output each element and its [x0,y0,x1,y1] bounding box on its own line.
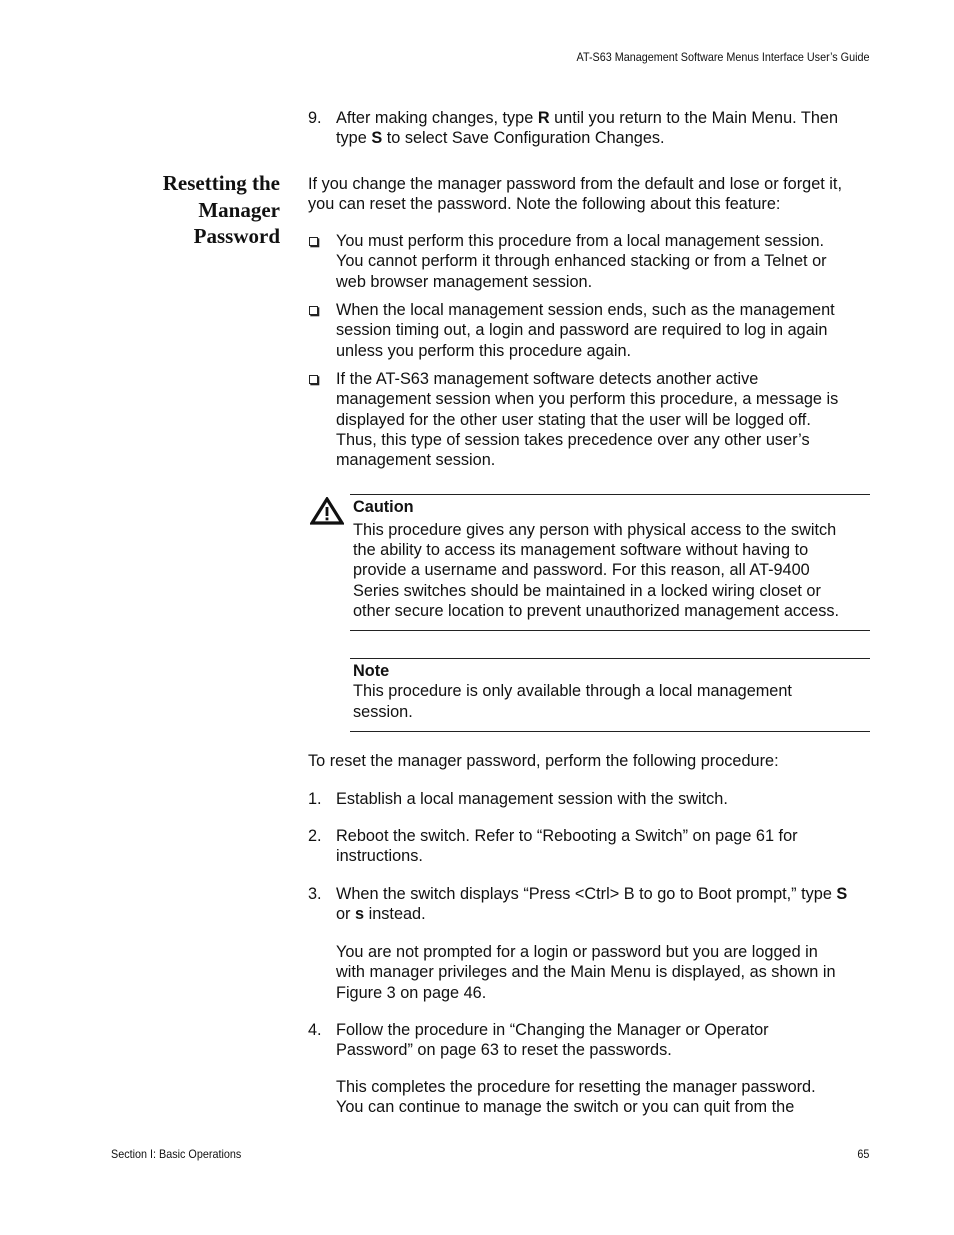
step-number: 1. [308,790,322,808]
text-line: session. [353,702,413,721]
step-number: 3. [308,885,322,903]
note-box [353,661,792,722]
text-line: unless you perform this procedure again. [336,341,632,360]
text-line: Follow the procedure in “Changing the Manager or Operator [336,1021,769,1039]
text-line: You can continue to manage the switch or you can quit from the [336,1098,795,1117]
text-line: you can reset the password. Note the following about this feature: [308,195,781,214]
text-line: with manager privileges and the Main Menu is displayed, as shown in [336,963,836,982]
note-top-rule [350,658,870,659]
text-line: Thus, this type of session takes precedence over any other user’s [336,430,810,449]
section-heading [163,170,280,250]
text-line: This procedure is only available through a local management [353,682,792,701]
checkbox-bullet-icon [309,237,318,246]
step-text [336,108,838,149]
checkbox-bullet-icon [309,375,318,384]
key-s: S [371,129,383,148]
text-line: Password” on page 63 to reset the passwords. [336,1041,672,1060]
intro-paragraph [308,174,842,215]
key-s-lower: s [355,905,365,924]
text-line: other secure location to prevent unauthorized management access. [353,601,840,620]
text-line: management session when you perform this procedure, a message is [336,390,839,409]
text: After making changes, type [336,109,538,127]
text: type [336,129,372,148]
text-line: If the AT-S63 management software detects another active [336,370,759,388]
caution-title: Caution [353,498,414,516]
text-line: web browser management session. [336,272,593,291]
text-line: You are not prompted for a login or password but you are logged in [336,943,818,962]
key-r: R [537,109,550,127]
checkbox-bullet-icon [309,306,318,315]
heading-line: Resetting the [162,171,280,195]
note-bottom-rule [350,731,870,732]
text: instead. [364,905,426,924]
text-line: management session. [336,451,496,470]
page-number: 65 [856,1147,869,1161]
text-line: displayed for the other user stating that the user will be logged off. [336,410,811,429]
text-line: instructions. [336,847,423,866]
text-line: Establish a local management session with the switch. [336,790,728,808]
text-line: provide a username and password. For this reason, all AT-9400 [353,561,810,580]
warning-triangle-icon [310,497,344,525]
footer-section: Section I: Basic Operations [111,1147,242,1161]
heading-line: Password [193,224,280,248]
step-number: 9. [308,109,322,127]
text-line: Reboot the switch. Refer to “Rebooting a Switch” on page 61 for [336,827,798,845]
caution-top-rule [350,494,870,495]
text-line: You must perform this procedure from a local management session. [336,232,825,250]
text-line: session timing out, a login and password are required to log in again [336,321,828,340]
text-line: If you change the manager password from the default and lose or forget it, [308,175,842,193]
text-line: the ability to access its management software without having to [353,541,809,560]
step-number: 4. [308,1021,322,1039]
text: until you return to the Main Menu. Then [549,109,838,127]
text-line: When the local management session ends, such as the management [336,301,835,319]
text-line: You cannot perform it through enhanced stacking or from a Telnet or [336,252,827,271]
caution-box [353,497,839,621]
step-number: 2. [308,827,322,845]
text-line: This completes the procedure for resetting the manager password. [336,1078,816,1097]
key-s: S [836,885,848,903]
note-title: Note [353,662,390,680]
running-header: AT-S63 Management Software Menus Interface User’s Guide [576,50,869,64]
caution-bottom-rule [350,630,870,631]
text: to select Save Configuration Changes. [382,129,665,148]
procedure-intro: To reset the manager password, perform the following procedure: [308,752,779,770]
text-line: Figure 3 on page 46. [336,983,487,1002]
text: or [336,905,356,924]
text-line: Series switches should be maintained in a locked wiring closet or [353,581,821,600]
text-line: This procedure gives any person with physical access to the switch [353,520,837,539]
text: When the switch displays “Press <Ctrl> B to go to Boot prompt,” type [336,885,837,903]
heading-line: Manager [198,197,280,222]
